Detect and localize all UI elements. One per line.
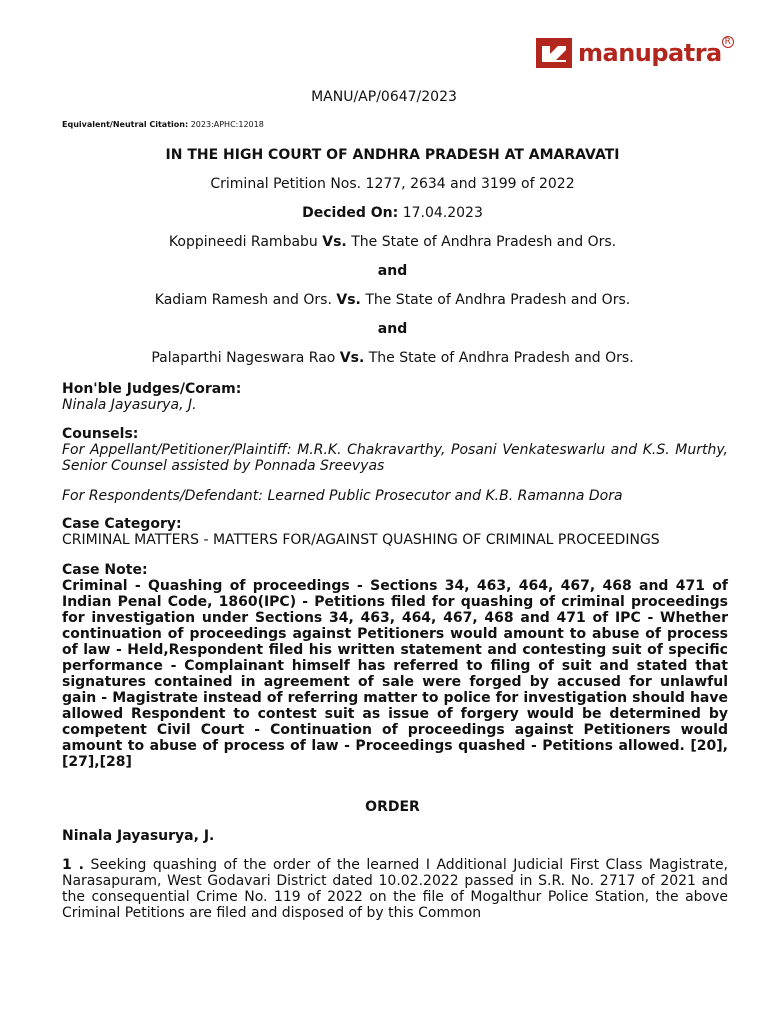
parties-1 [0,234,768,250]
manupatra-logo-icon [536,38,572,68]
court-name: IN THE HIGH COURT OF ANDHRA PRADESH AT AMARAVATI [165,147,620,163]
counsels-label: Counsels: [62,426,139,442]
case-note-label: Case Note: [62,562,148,578]
and-separator: and [377,321,408,337]
paragraph-text: Seeking quashing of the order of the learned I Additional Judicial First Class Magistrate, Narasapuram, West Godavari District dated 10.02.2022 passed in S.R. No. 2717 of 2021 and the consequential Crime No. 119 of 2022 on the file of Mogalthur Police Station, the above Criminal Petitions are filed and disposed of by this Common [62,857,729,921]
versus-label: Vs. [339,350,365,366]
parties-2 [0,292,768,308]
equivalent-citation-value: 2023:APHC:12018 [190,120,264,129]
versus-label: Vs. [322,234,347,250]
respondent-name: The State of Andhra Pradesh and Ors. [368,350,634,366]
respondent-name: The State of Andhra Pradesh and Ors. [365,292,631,308]
paragraph-number: 1 . [62,857,84,873]
and-separator: and [377,263,408,279]
decided-on [0,205,768,221]
petitioner-name: Palaparthi Nageswara Rao [151,350,336,366]
parties-3 [0,350,768,366]
counsel-petitioner: For Appellant/Petitioner/Plaintiff: M.R.K. Chakravarthy, Posani Venkateswarlu and K.S. Murthy, Senior Counsel assisted by Ponnada Sreevyas [62,442,728,474]
petitioner-name: Koppineedi Rambabu [168,234,318,250]
versus-label: Vs. [336,292,361,308]
counsel-respondent: For Respondents/Defendant: Learned Public Prosecutor and K.B. Ramanna Dora [62,488,623,504]
case-category-value: CRIMINAL MATTERS - MATTERS FOR/AGAINST QUASHING OF CRIMINAL PROCEEDINGS [62,532,660,548]
logo-wordmark: manupatra [578,39,722,67]
judge-name: Ninala Jayasurya, J. [62,828,215,844]
judges-section [62,381,728,413]
manu-citation: MANU/AP/0647/2023 [311,89,457,105]
registered-mark: R [722,36,734,48]
decided-on-label: Decided On: [302,205,399,221]
equivalent-citation-label: Equivalent/Neutral Citation: [62,120,189,129]
case-note-section [62,562,728,770]
respondent-name: The State of Andhra Pradesh and Ors. [351,234,617,250]
judges-label: Hon'ble Judges/Coram: [62,381,242,397]
petitioner-name: Kadiam Ramesh and Ors. [154,292,332,308]
case-note-text: Criminal - Quashing of proceedings - Sections 34, 463, 464, 467, 468 and 471 of Indian Penal Code, 1860(IPC) - Petitions filed for quashing of criminal proceedings for investigation under Sections 34, 463, 464, 467, 468 and 471 of IPC - Whether continuation of proceedings against Petitioners would amount to abuse of process of law - Held,Respondent filed his written statement and contesting suit of specific performance - Complainant himself has referred to filing of suit and stated that signatures contained in agreement of sale were forged by accused for unlawful gain - Magistrate instead of referring matter to police for investigation should have allowed Respondent to contest suit as issue of forgery would be determined by competent Civil Court - Continuation of proceedings against Petitioners would amount to abuse of process of law - Proceedings quashed - Petitions allowed. [20], [27],[28] [62,578,728,770]
judges-value: Ninala Jayasurya, J. [62,397,197,413]
case-category-section [62,516,728,548]
paragraph-1 [62,857,728,921]
petition-numbers: Criminal Petition Nos. 1277, 2634 and 3199 of 2022 [210,176,575,192]
counsels-section [62,426,728,474]
case-category-label: Case Category: [62,516,182,532]
equivalent-citation [62,120,264,129]
manupatra-logo [536,36,731,70]
decided-on-date: 17.04.2023 [402,205,483,221]
order-heading: ORDER [365,799,420,815]
